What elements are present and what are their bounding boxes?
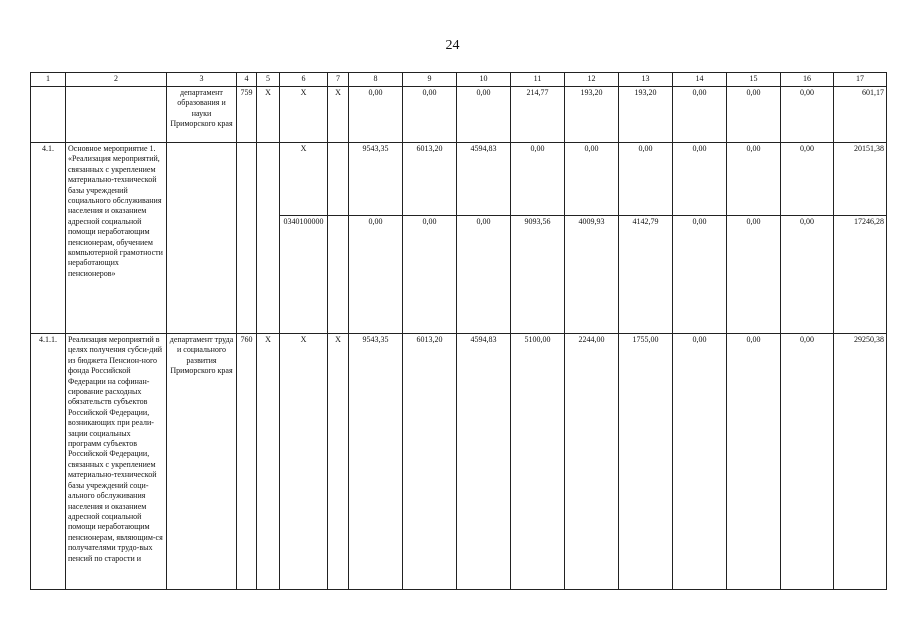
value-cell: 0,00: [403, 216, 457, 334]
header-cell: 7: [328, 73, 349, 87]
row-number-cell: 4.1.: [31, 143, 66, 334]
value-cell: 0,00: [727, 216, 781, 334]
table-row: [31, 334, 887, 590]
value-cell: 2244,00: [565, 334, 619, 590]
value-cell: 193,20: [619, 87, 673, 143]
header-cell: 15: [727, 73, 781, 87]
executor-cell: департамент образования и науки Приморского края: [167, 87, 237, 143]
header-cell: 16: [781, 73, 834, 87]
executor-cell: [167, 143, 237, 334]
page-number: 24: [445, 38, 460, 53]
col6-cell: X: [280, 143, 328, 216]
header-cell: 6: [280, 73, 328, 87]
value-cell: 4594,83: [457, 143, 511, 216]
value-cell: 0,00: [349, 87, 403, 143]
header-cell: 5: [257, 73, 280, 87]
value-cell: 0,00: [619, 143, 673, 216]
value-cell: 0,00: [727, 87, 781, 143]
header-cell: 2: [66, 73, 167, 87]
col6-cell: X: [280, 87, 328, 143]
value-cell: 0,00: [457, 216, 511, 334]
table-row: [31, 87, 887, 143]
header-cell: 12: [565, 73, 619, 87]
col5-cell: X: [257, 87, 280, 143]
value-cell: 6013,20: [403, 143, 457, 216]
value-cell: 9543,35: [349, 143, 403, 216]
col7-cell: X: [328, 334, 349, 590]
value-cell: 0,00: [727, 334, 781, 590]
grbs-code-cell: 759: [237, 87, 257, 143]
value-cell: 0,00: [673, 143, 727, 216]
value-cell: 0,00: [781, 143, 834, 216]
value-cell: 0,00: [457, 87, 511, 143]
col5-cell: X: [257, 334, 280, 590]
col5-cell: [257, 143, 280, 334]
value-cell: 0,00: [511, 143, 565, 216]
value-cell: 0,00: [673, 334, 727, 590]
value-cell: 0,00: [349, 216, 403, 334]
header-cell: 11: [511, 73, 565, 87]
value-cell: 0,00: [565, 143, 619, 216]
col7-cell: X: [328, 87, 349, 143]
total-cell: 20151,38: [834, 143, 887, 216]
header-cell: 10: [457, 73, 511, 87]
value-cell: 5100,00: [511, 334, 565, 590]
executor-cell: департамент труда и социального развития Приморского края: [167, 334, 237, 590]
value-cell: 9093,56: [511, 216, 565, 334]
header-cell: 4: [237, 73, 257, 87]
value-cell: 6013,20: [403, 334, 457, 590]
header-cell: 8: [349, 73, 403, 87]
col6-cell: X: [280, 334, 328, 590]
table-row: [31, 143, 887, 216]
row-name-cell: Основное мероприятие 1. «Реализация мероприятий, связанных с укреплением материально-технической базы учреждений социального обслуживания населения и оказанием адресной социальной помощи неработающим пенсионерам, обучением компьютерной грамотности неработающих пенсионеров»: [66, 143, 167, 334]
total-cell: 601,17: [834, 87, 887, 143]
col7-cell: [328, 216, 349, 334]
row-name-cell: Реализация мероприятий в целях получения субси-дий из бюджета Пенсион-ного фонда Российской Федерации на софинан-сирование расходных обязательств субъектов Российской Федерации, возникающих при реали-зации социальных программ субъектов Российской Федерации, связанных с укреплением материально-технической базы учреждений соци-ального обслуживания населения и оказанием адресной социальной помощи неработающим пенсионерам, являющим-ся получателями трудо-вых пенсий по старости и: [66, 334, 167, 590]
value-cell: 9543,35: [349, 334, 403, 590]
value-cell: 4594,83: [457, 334, 511, 590]
header-cell: 13: [619, 73, 673, 87]
row-number-cell: [31, 87, 66, 143]
header-cell: 17: [834, 73, 887, 87]
value-cell: 0,00: [403, 87, 457, 143]
value-cell: 4142,79: [619, 216, 673, 334]
header-cell: 3: [167, 73, 237, 87]
header-row: [31, 73, 887, 87]
value-cell: 1755,00: [619, 334, 673, 590]
value-cell: 0,00: [781, 87, 834, 143]
row-name-cell: [66, 87, 167, 143]
header-cell: 9: [403, 73, 457, 87]
row-number-cell: 4.1.1.: [31, 334, 66, 590]
value-cell: 0,00: [781, 216, 834, 334]
header-cell: 1: [31, 73, 66, 87]
col7-cell: [328, 143, 349, 216]
value-cell: 214,77: [511, 87, 565, 143]
value-cell: 0,00: [673, 216, 727, 334]
total-cell: 17246,28: [834, 216, 887, 334]
value-cell: 0,00: [673, 87, 727, 143]
grbs-code-cell: [237, 143, 257, 334]
header-cell: 14: [673, 73, 727, 87]
value-cell: 4009,93: [565, 216, 619, 334]
grbs-code-cell: 760: [237, 334, 257, 590]
value-cell: 193,20: [565, 87, 619, 143]
value-cell: 0,00: [727, 143, 781, 216]
col6-cell: 0340100000: [280, 216, 328, 334]
value-cell: 0,00: [781, 334, 834, 590]
budget-table: [30, 72, 887, 590]
total-cell: 29250,38: [834, 334, 887, 590]
